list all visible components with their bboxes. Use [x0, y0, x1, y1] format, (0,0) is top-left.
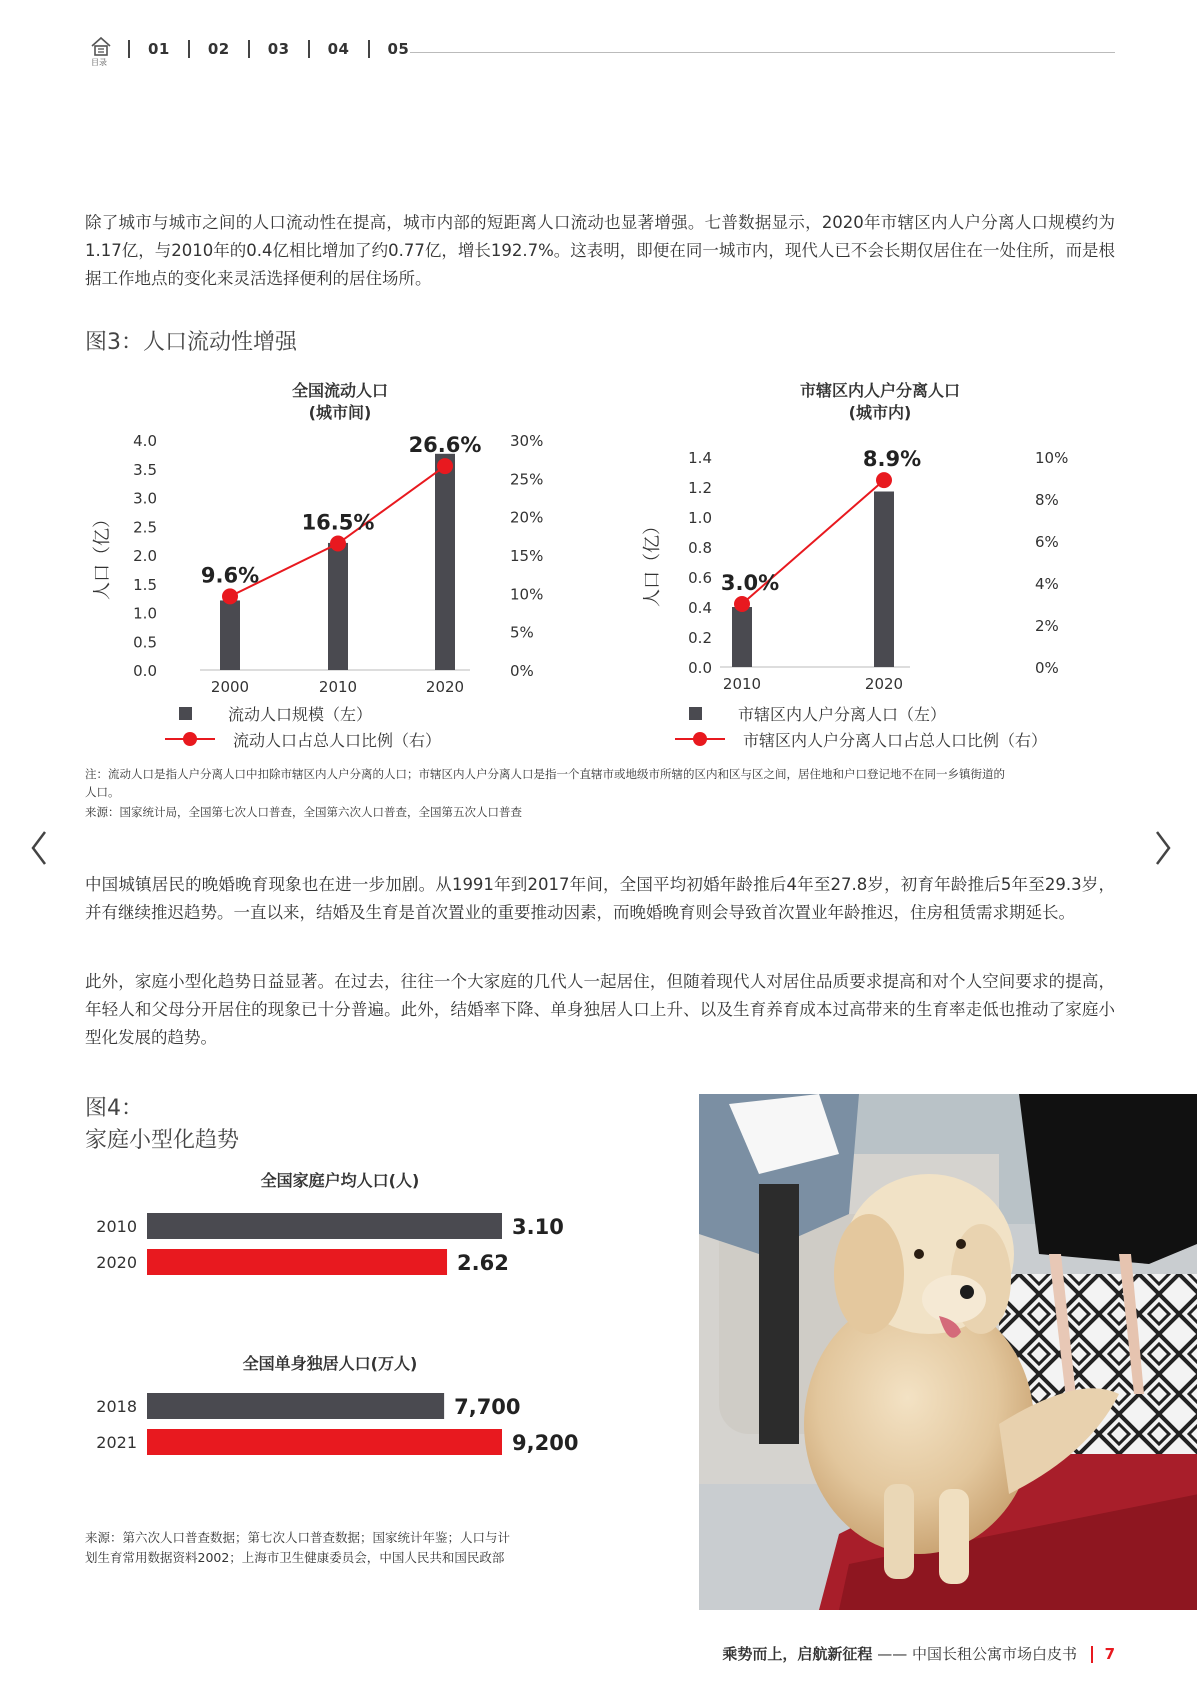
home-icon	[90, 36, 112, 58]
data-label: 8.9%	[862, 447, 922, 472]
y-tick-label: 0.2	[688, 629, 712, 647]
y-tick-label: 0.4	[688, 599, 712, 617]
x-tick-label: 2020	[864, 675, 904, 690]
bar	[874, 492, 894, 668]
data-label: 9.6%	[200, 563, 260, 588]
legend-label: 市辖区内人户分离人口占总人口比例（右）	[743, 730, 1048, 750]
x-tick-label: 2020	[425, 678, 465, 696]
line-point	[222, 588, 238, 604]
y2-tick-label: 20%	[510, 508, 544, 527]
chevron-left-icon	[25, 826, 55, 870]
category-label: 2021	[96, 1433, 137, 1452]
y2-tick-label: 6%	[1035, 533, 1059, 551]
category-label: 2020	[96, 1253, 137, 1272]
fig3-note: 注：流动人口是指人户分离人口中扣除市辖区内人户分离的人口；市辖区内人户分离人口是指一个直辖市或地级市所辖的区内和区与区之间，居住地和户口登记地不在同一乡镇街道的人口。	[85, 767, 1005, 799]
page-footer	[722, 1643, 1115, 1664]
fig3-source: 来源：国家统计局，全国第七次人口普查，全国第六次人口普查，全国第五次人口普查	[85, 805, 522, 819]
nav-chapter-03[interactable]: 03	[267, 40, 290, 58]
chart1-legend	[165, 700, 441, 752]
chart2-legend	[675, 700, 1047, 752]
household-paragraph: 此外，家庭小型化趋势日益显著。在过去，往往一个大家庭的几代人一起居住，但随着现代人对居住品质要求提高和对个人空间要求的提高，年轻人和父母分开居住的现象已十分普遍。此外，结婚率下降、单身独居人口上升、以及生育养育成本过高带来的生育率走低也推动了家庭小型化发展的趋势。	[85, 972, 1115, 1047]
legend-item	[165, 726, 441, 752]
y-tick-label: 4.0	[133, 432, 157, 450]
fig4-title-number: 图4：	[85, 1096, 143, 1121]
y-tick-label: 2.0	[133, 547, 157, 565]
chart3-household-size	[85, 1205, 605, 1285]
footer-dash: ——	[877, 1645, 908, 1663]
chart2-intra-city-separation	[640, 430, 1080, 690]
data-label: 9,200	[512, 1431, 579, 1455]
top-navigation	[90, 36, 1115, 72]
chart1-title-main: 全国流动人口	[291, 381, 388, 400]
y-tick-label: 1.5	[133, 575, 157, 594]
y-tick-label: 0.6	[688, 569, 712, 587]
chapter-nav	[128, 40, 427, 58]
y-tick-label: 1.4	[688, 449, 712, 467]
legend-item	[675, 700, 1047, 726]
y-tick-label: 0.8	[688, 539, 712, 557]
chevron-right-icon	[1147, 826, 1177, 870]
y-tick-label: 2.5	[133, 518, 157, 537]
bar	[732, 607, 752, 667]
nav-divider	[308, 40, 310, 58]
fig3-title: 图3：人口流动性增强	[85, 330, 297, 355]
line-point	[876, 472, 892, 488]
y2-tick-label: 10%	[510, 585, 544, 604]
chart3-title: 全国家庭户均人口(人)	[260, 1171, 420, 1190]
footer-subtitle: 中国长租公寓市场白皮书	[911, 1645, 1077, 1663]
line-point	[734, 596, 750, 612]
nav-divider	[188, 40, 190, 58]
data-label: 2.62	[457, 1251, 509, 1275]
y2-tick-label: 15%	[510, 547, 544, 565]
prev-page-button[interactable]	[25, 826, 55, 870]
category-label: 2018	[96, 1397, 137, 1416]
bar	[147, 1213, 502, 1239]
bar	[147, 1393, 444, 1419]
y-tick-label: 0.0	[133, 662, 157, 680]
category-label: 2010	[96, 1217, 137, 1236]
data-label: 16.5%	[301, 510, 375, 535]
y2-tick-label: 5%	[510, 623, 534, 642]
y-axis-label: 人口（亿）	[92, 510, 113, 600]
y-tick-label: 3.0	[133, 489, 157, 508]
y-tick-label: 3.5	[133, 460, 157, 479]
y-axis-label: 人口（亿）	[642, 517, 663, 607]
y2-tick-label: 30%	[510, 432, 544, 450]
y-tick-label: 0.5	[133, 633, 157, 652]
bar	[328, 543, 348, 670]
line-point	[330, 536, 346, 552]
next-page-button[interactable]	[1147, 826, 1177, 870]
line-point	[437, 458, 453, 474]
fig4-source: 来源：第六次人口普查数据；第七次人口普查数据；国家统计年鉴；人口与计划生育常用数据资料2002；上海市卫生健康委员会，中国人民共和国民政部	[85, 1530, 511, 1565]
y2-tick-label: 25%	[510, 470, 544, 489]
footer-title: 乘势而上，启航新征程	[722, 1645, 873, 1663]
legend-label: 流动人口占总人口比例（右）	[233, 730, 442, 750]
chart1-title-sub: (城市间)	[308, 403, 372, 422]
marriage-paragraph: 中国城镇居民的晚婚晚育现象也在进一步加剧。从1991年到2017年间，全国平均初婚年龄推后4年至27.8岁，初育年龄推后5年至29.3岁，并有继续推迟趋势。一直以来，结婚及生育是首次置业的重要推动因素，而晚婚晚育则会导致首次置业年龄推迟，住房租赁需求期延长。	[85, 875, 1115, 922]
y2-tick-label: 0%	[510, 662, 534, 680]
bar	[220, 600, 240, 670]
legend-item	[165, 700, 441, 726]
y2-tick-label: 2%	[1035, 617, 1059, 635]
y-tick-label: 1.0	[688, 509, 712, 527]
chart2-title	[760, 380, 1000, 424]
y2-tick-label: 10%	[1035, 449, 1069, 467]
chart1-flow-population	[80, 420, 580, 700]
legend-bar-swatch	[179, 707, 192, 720]
bar	[147, 1249, 447, 1275]
home-toc-button[interactable]	[90, 36, 118, 70]
legend-label: 市辖区内人户分离人口（左）	[738, 704, 947, 724]
legend-line-swatch	[165, 732, 215, 746]
legend-line-swatch	[675, 732, 725, 746]
golden-retriever-photo	[699, 1094, 1197, 1610]
y2-tick-label: 4%	[1035, 575, 1059, 593]
nav-chapter-05[interactable]: 05	[387, 40, 410, 58]
page-number: 7	[1104, 1645, 1115, 1663]
data-label: 3.0%	[720, 571, 780, 595]
y-tick-label: 1.0	[133, 604, 157, 623]
nav-divider	[128, 40, 130, 58]
nav-divider	[368, 40, 370, 58]
nav-chapter-02[interactable]: 02	[207, 40, 230, 58]
x-tick-label: 2010	[722, 675, 762, 690]
chart1-title	[240, 380, 440, 424]
intro-paragraph: 除了城市与城市之间的人口流动性在提高，城市内部的短距离人口流动也显著增强。七普数据显示，2020年市辖区内人户分离人口规模约为1.17亿，与2010年的0.4亿相比增加了约0.77亿，增长192.7%。这表明，即便在同一城市内，现代人已不会长期仅居住在一处住所，而是根据工作地点的变化来灵活选择便利的居住场所。	[85, 213, 1115, 288]
y-tick-label: 0.0	[688, 659, 712, 677]
chart4-single-living	[85, 1385, 605, 1465]
home-label: 目录	[91, 58, 107, 67]
fig4-title	[85, 1093, 239, 1157]
nav-chapter-04[interactable]: 04	[327, 40, 350, 58]
photo-illustration	[699, 1094, 1197, 1610]
chart2-title-sub: (城市内)	[848, 403, 912, 422]
nav-chapter-01[interactable]: 01	[148, 40, 170, 58]
fig4-title-text: 家庭小型化趋势	[85, 1128, 240, 1153]
x-tick-label: 2000	[210, 678, 250, 696]
y2-tick-label: 0%	[1035, 659, 1059, 677]
y-tick-label: 1.2	[688, 479, 712, 497]
x-tick-label: 2010	[318, 678, 358, 696]
bar	[147, 1429, 502, 1455]
bar	[435, 454, 455, 670]
legend-label: 流动人口规模（左）	[228, 704, 373, 724]
data-label: 26.6%	[408, 433, 482, 458]
chart4-title: 全国单身独居人口(万人)	[242, 1354, 418, 1373]
nav-divider	[248, 40, 250, 58]
chart2-title-main: 市辖区内人户分离人口	[799, 381, 960, 400]
y2-tick-label: 8%	[1035, 491, 1059, 509]
nav-rule	[410, 52, 1115, 53]
data-label: 3.10	[512, 1215, 564, 1239]
legend-bar-swatch	[689, 707, 702, 720]
footer-divider	[1091, 1646, 1093, 1663]
data-label: 7,700	[454, 1395, 521, 1419]
legend-item	[675, 726, 1047, 752]
